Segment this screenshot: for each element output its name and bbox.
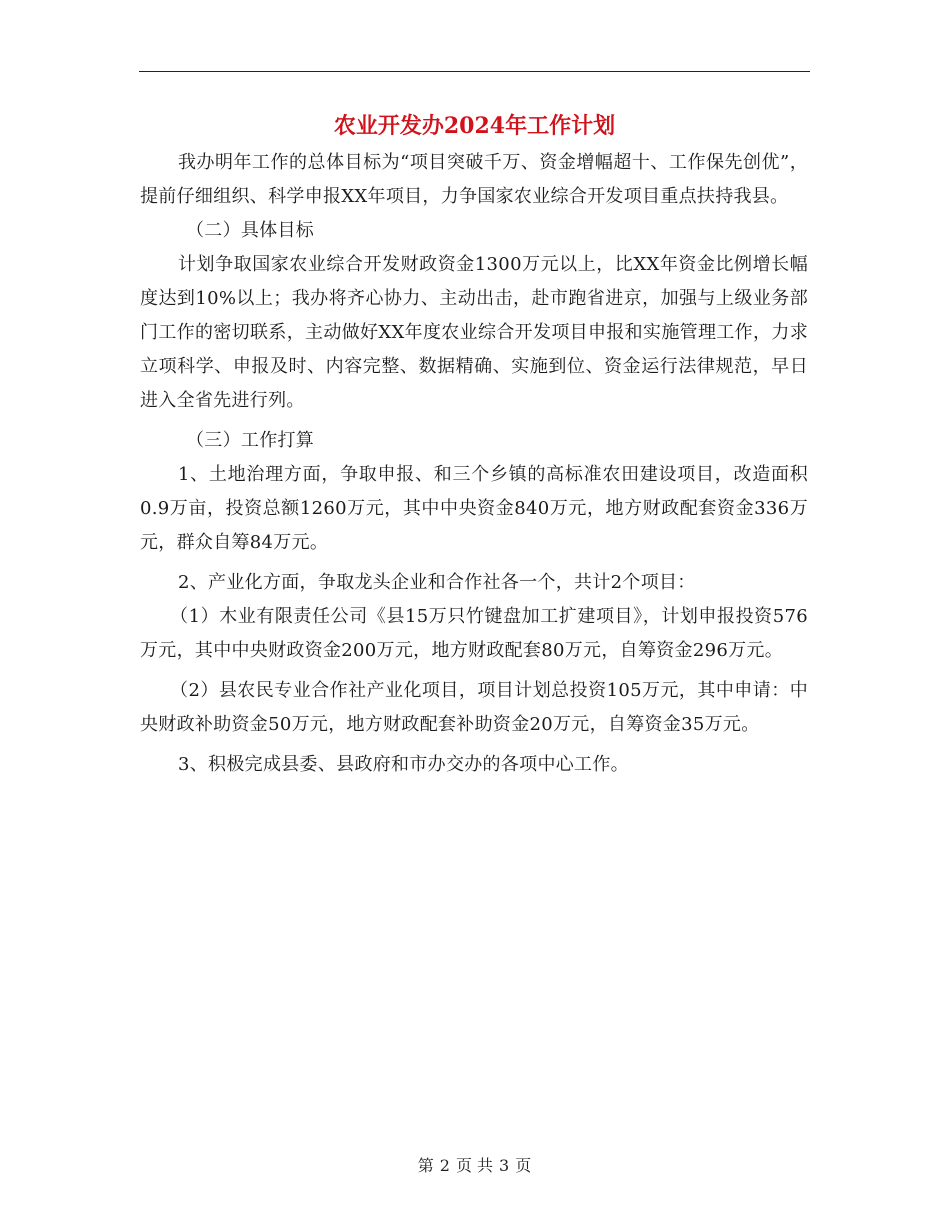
paragraph-overall-goal: 我办明年工作的总体目标为“项目突破千万、资金增幅超十、工作保先创优”，提前仔细组织、科学申报XX年项目，力争国家农业综合开发项目重点扶持我县。 xyxy=(140,152,808,207)
footer-suffix: 页 xyxy=(515,1156,532,1175)
paragraph-project-2: （2）县农民专业合作社产业化项目，项目计划总投资105万元，其中申请：中央财政补助资金50万元，地方财政配套补助资金20万元，自筹资金35万元。 xyxy=(140,680,808,735)
document-body xyxy=(140,146,808,782)
section-heading-work-plan: （三）工作打算 xyxy=(186,430,315,451)
footer-prefix: 第 xyxy=(417,1156,434,1175)
footer-middle: 页 共 xyxy=(455,1156,494,1175)
document-title: 农业开发办2024年工作计划 xyxy=(333,113,616,139)
page-footer xyxy=(139,1154,810,1178)
footer-total-pages: 3 xyxy=(499,1156,510,1175)
paragraph-project-1: （1）木业有限责任公司《县15万只竹键盘加工扩建项目》，计划申报投资576万元，其中中央财政资金200万元，地方财政配套80万元，自筹资金296万元。 xyxy=(140,606,808,661)
footer-current-page: 2 xyxy=(439,1156,450,1175)
paragraph-land-management: 1、土地治理方面，争取申报、和三个乡镇的高标准农田建设项目，改造面积0.9万亩，投资总额1260万元，其中中央资金840万元，地方财政配套资金336万元，群众自筹84万元。 xyxy=(140,464,808,553)
section-heading-specific-goals: （二）具体目标 xyxy=(186,220,315,241)
header-rule xyxy=(139,71,810,72)
paragraph-central-tasks: 3、积极完成县委、县政府和市办交办的各项中心工作。 xyxy=(178,754,629,775)
paragraph-industrialization: 2、产业化方面，争取龙头企业和合作社各一个，共计2个项目： xyxy=(178,572,696,593)
paragraph-specific-goals: 计划争取国家农业综合开发财政资金1300万元以上，比XX年资金比例增长幅度达到10%以上；我办将齐心协力、主动出击，赴市跑省进京，加强与上级业务部门工作的密切联系，主动做好XX年度农业综合开发项目申报和实施管理工作，力求立项科学、申报及时、内容完整、数据精确、实施到位、资金运行法律规范，早日进入全省先进行列。 xyxy=(140,254,808,411)
